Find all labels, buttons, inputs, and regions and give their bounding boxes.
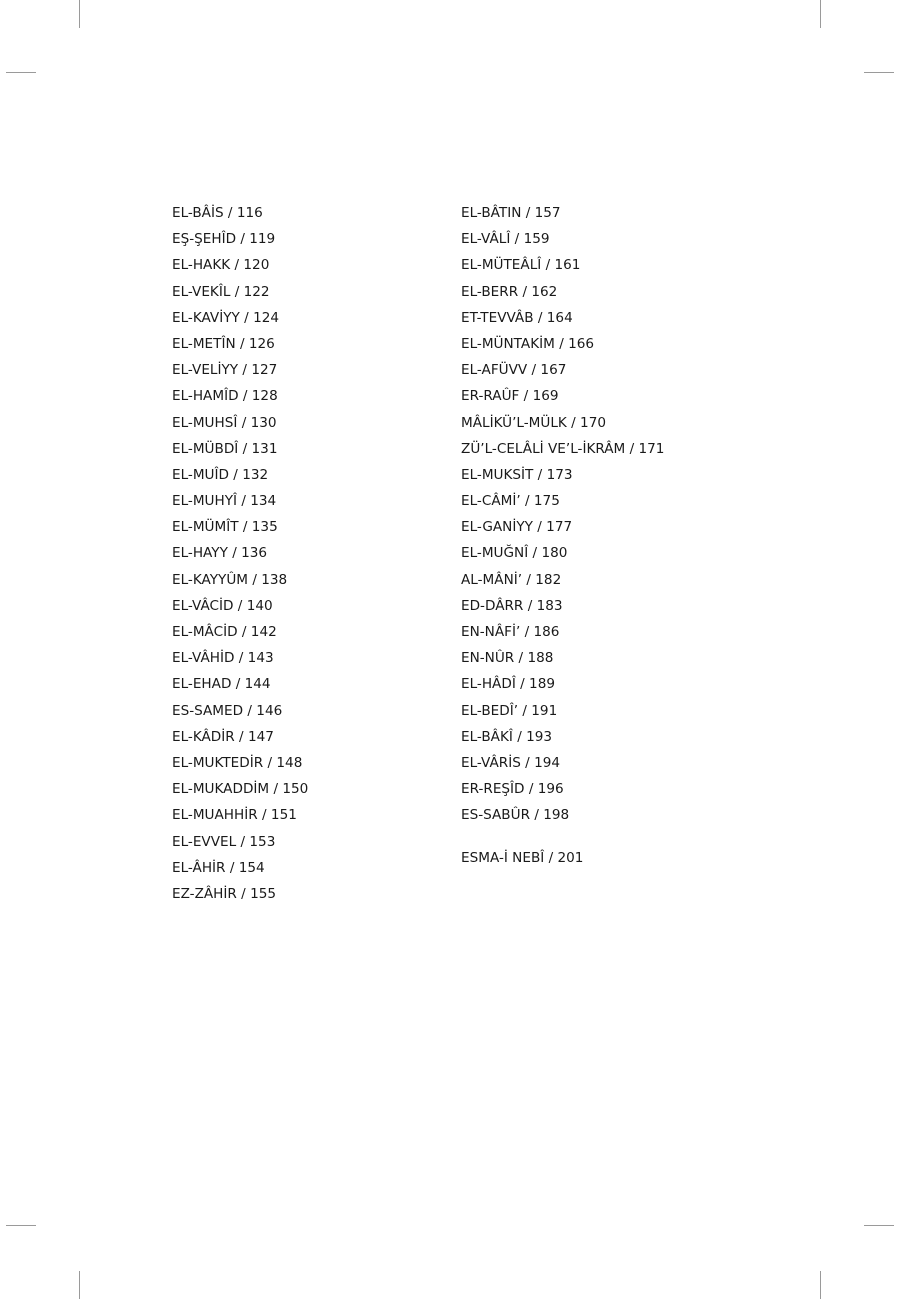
index-entry: EL-HAKK / 120 bbox=[172, 257, 270, 274]
index-entry: EL-MUHYÎ / 134 bbox=[172, 493, 277, 510]
index-entry: EL-MUÎD / 132 bbox=[172, 466, 269, 483]
index-entry: EL-VELİYY / 127 bbox=[172, 362, 278, 379]
index-entry: EN-NÂFİ’ / 186 bbox=[461, 624, 560, 640]
index-entry: EL-ÂHİR / 154 bbox=[172, 859, 265, 876]
index-entry: EL-AFÜVV / 167 bbox=[461, 362, 567, 379]
index-entry: MÂLİKÜ’L-MÜLK / 170 bbox=[461, 414, 607, 431]
index-entry: EL-BÂİS / 116 bbox=[172, 205, 263, 221]
crop-mark-bottom-left bbox=[79, 1271, 80, 1299]
index-entry: EL-VÂHİD / 143 bbox=[172, 650, 274, 667]
index-entry: EL-BÂKÎ / 193 bbox=[461, 728, 553, 745]
index-entry: EL-VÂCİD / 140 bbox=[172, 597, 273, 614]
index-entry: EN-NÛR / 188 bbox=[461, 650, 554, 667]
index-entry: EL-VEKÎL / 122 bbox=[172, 283, 270, 300]
index-entry: EL-MÜBDÎ / 131 bbox=[172, 440, 278, 457]
index-entry: EL-MUAHHİR / 151 bbox=[172, 807, 297, 824]
index-entry: EL-VÂLÎ / 159 bbox=[461, 231, 550, 248]
index-entry: EL-HAMÎD / 128 bbox=[172, 388, 278, 405]
index-entry: ES-SAMED / 146 bbox=[172, 702, 283, 719]
index-entry: ER-RAÛF / 169 bbox=[461, 388, 559, 405]
index-entry: ED-DÂRR / 183 bbox=[461, 597, 563, 614]
index-entry: EL-KÂDİR / 147 bbox=[172, 728, 274, 745]
index-entry: EL-METÎN / 126 bbox=[172, 335, 275, 352]
index-entry: EL-BÂTIN / 157 bbox=[461, 205, 561, 221]
index-entry: EL-EVVEL / 153 bbox=[172, 833, 276, 850]
index-entry: EL-KAYYÛM / 138 bbox=[172, 571, 288, 588]
index-entry: EL-KAVİYY / 124 bbox=[172, 309, 280, 326]
index-entry: EL-GANİYY / 177 bbox=[461, 519, 573, 536]
index-entry: AL-MÂNİ’ / 182 bbox=[461, 571, 562, 588]
index-entry: EL-MUKSİT / 173 bbox=[461, 466, 573, 483]
index-entry: EL-MÜTEÂLÎ / 161 bbox=[461, 257, 581, 274]
index-entry: EL-MÜNTAKİM / 166 bbox=[461, 335, 595, 352]
index-entry: EL-MÜMÎT / 135 bbox=[172, 519, 278, 536]
index-entry: ZÜ’L-CELÂLİ VE’L-İKRÂM / 171 bbox=[461, 440, 665, 457]
crop-mark-left-lower bbox=[6, 1225, 36, 1226]
index-entry: EL-CÂMİ’ / 175 bbox=[461, 493, 560, 510]
crop-mark-bottom-right bbox=[820, 1271, 821, 1299]
index-entry: ES-SABÛR / 198 bbox=[461, 807, 570, 824]
crop-mark-top-right bbox=[820, 0, 821, 28]
index-entry: EL-MÂCİD / 142 bbox=[172, 624, 277, 640]
index-entry: EL-VÂRİS / 194 bbox=[461, 754, 561, 771]
index-entry: EZ-ZÂHİR / 155 bbox=[172, 885, 277, 902]
index-entry: EL-HAYY / 136 bbox=[172, 545, 268, 562]
index-entry: EL-MUKADDİM / 150 bbox=[172, 781, 309, 798]
index-entry: EL-MUHSÎ / 130 bbox=[172, 414, 277, 431]
index-left-column bbox=[172, 203, 308, 910]
crop-mark-right-lower bbox=[864, 1225, 894, 1226]
index-entry: EL-HÂDÎ / 189 bbox=[461, 676, 555, 693]
index-entry: EL-MUKTEDİR / 148 bbox=[172, 754, 303, 771]
index-entry: EL-EHAD / 144 bbox=[172, 676, 271, 693]
index-entry: EL-MUĞNÎ / 180 bbox=[461, 545, 568, 562]
index-entry: ESMA-İ NEBÎ / 201 bbox=[461, 849, 584, 866]
index-entry: EL-BEDÎ’ / 191 bbox=[461, 702, 558, 719]
index-entry: EL-BERR / 162 bbox=[461, 283, 558, 300]
crop-mark-right-upper bbox=[864, 72, 894, 73]
index-right-column bbox=[461, 203, 664, 874]
index-entry: ET-TEVVÂB / 164 bbox=[461, 309, 573, 326]
crop-mark-top-left bbox=[79, 0, 80, 28]
index-entry: EŞ-ŞEHÎD / 119 bbox=[172, 231, 276, 248]
crop-mark-left-upper bbox=[6, 72, 36, 73]
index-entry: ER-REŞÎD / 196 bbox=[461, 781, 564, 798]
